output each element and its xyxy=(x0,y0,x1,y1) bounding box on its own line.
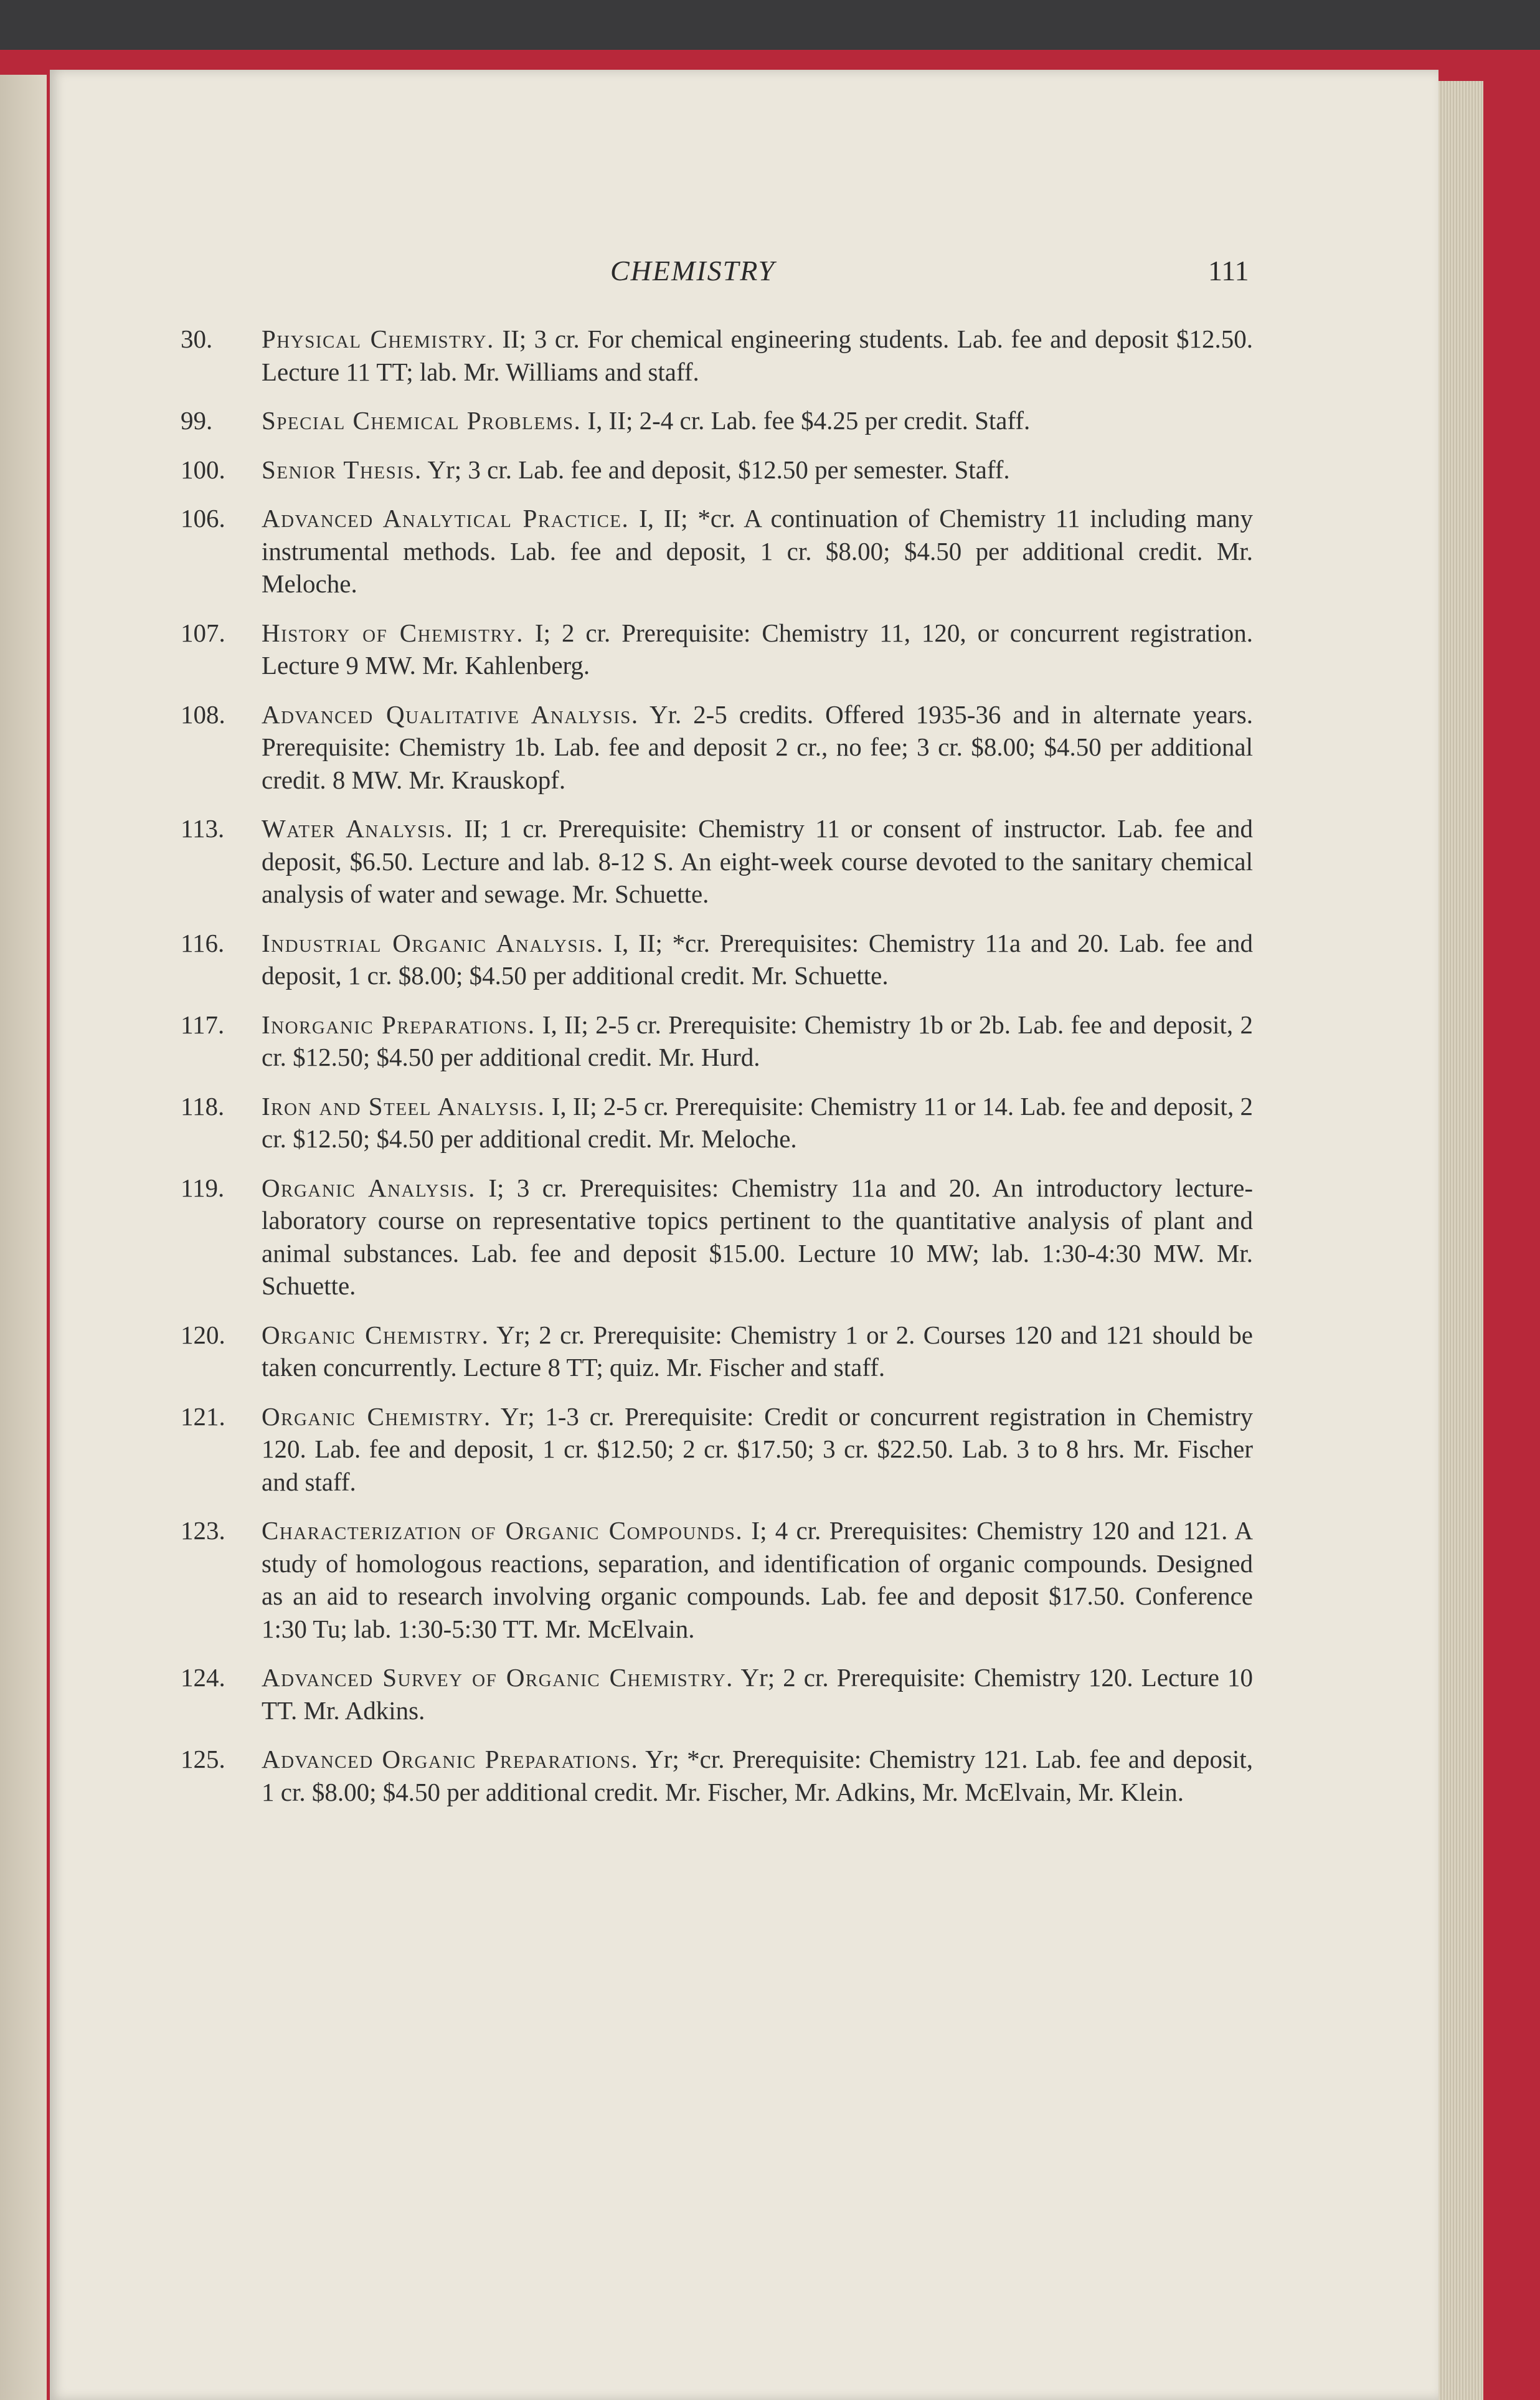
page-block-edge xyxy=(1432,81,1483,2400)
course-title: Organic Analysis. xyxy=(262,1173,476,1202)
course-description: I; 4 cr. Prerequisites: Chemistry 120 and 121. A study of homologous reactions, separation, and identification of organic compounds. Designed as an aid to research involving organic compounds. Lab. fee and deposit $17.50. Conference 1:30 Tu; lab. 1:30-5:30 TT. Mr. McElvain. xyxy=(262,1516,1253,1643)
course-entry xyxy=(181,1661,1253,1727)
course-description: II; 1 cr. Prerequisite: Chemistry 11 or consent of instructor. Lab. fee and deposit, $6.50. Lecture and lab. 8-12 S. An eight-week course devoted to the sanitary chemical analysis of water and sewage. Mr. Schuette. xyxy=(262,814,1253,908)
course-description: Yr; 1-3 cr. Prerequisite: Credit or concurrent registration in Chemistry 120. Lab. fee and deposit, 1 cr. $12.50; 2 cr. $17.50; 3 cr. $22.50. Lab. 3 to 8 hrs. Mr. Fischer and staff. xyxy=(262,1402,1253,1496)
course-title: Iron and Steel Analysis. xyxy=(262,1091,546,1121)
course-entry xyxy=(181,1743,1253,1808)
course-number: 106. xyxy=(181,504,225,533)
course-entry xyxy=(181,502,1253,600)
course-entry xyxy=(181,698,1253,797)
course-description: Yr; 2 cr. Prerequisite: Chemistry 120. Lecture 10 TT. Mr. Adkins. xyxy=(262,1663,1253,1725)
course-number: 124. xyxy=(181,1663,225,1692)
course-title: Special Chemical Problems. xyxy=(262,406,582,435)
course-number: 118. xyxy=(181,1091,225,1121)
course-entry xyxy=(181,404,1253,437)
course-number: 99. xyxy=(181,406,213,435)
course-description: II; 3 cr. For chemical engineering students. Lab. fee and deposit $12.50. Lecture 11 TT; lab. Mr. Williams and staff. xyxy=(262,325,1253,386)
course-entry xyxy=(181,1008,1253,1074)
course-description: I; 3 cr. Prerequisites: Chemistry 11a and 20. An introductory lecture-laboratory course on representative topics pertinent to the quantitative analysis of plant and animal substances. Lab. fee and deposit $15.00. Lecture 10 MW; lab. 1:30-4:30 MW. Mr. Schuette. xyxy=(262,1173,1254,1300)
course-title: Advanced Qualitative Analysis. xyxy=(262,700,639,729)
course-entry xyxy=(181,617,1253,682)
course-description: I, II; 2-5 cr. Prerequisite: Chemistry 1b or 2b. Lab. fee and deposit, 2 cr. $12.50; $4.50 per additional credit. Mr. Hurd. xyxy=(262,1010,1253,1071)
course-title: Industrial Organic Analysis. xyxy=(262,928,604,957)
course-entry xyxy=(181,453,1253,486)
page-number: 111 xyxy=(1208,255,1249,287)
course-number: 125. xyxy=(181,1745,225,1773)
course-description: I; 2 cr. Prerequisite: Chemistry 11, 120, or concurrent registration. Lecture 9 MW. Mr. Kahlenberg. xyxy=(262,618,1253,680)
course-title: Water Analysis. xyxy=(262,814,454,843)
course-number: 108. xyxy=(181,700,225,729)
course-entry xyxy=(181,927,1253,992)
course-description: I, II; 2-5 cr. Prerequisite: Chemistry 11 or 14. Lab. fee and deposit, 2 cr. $12.50; $4.50 per additional credit. Mr. Meloche. xyxy=(262,1091,1253,1153)
course-entry xyxy=(181,1319,1253,1384)
course-entry xyxy=(181,1172,1253,1302)
course-title: Senior Thesis. xyxy=(262,455,422,484)
course-title: Organic Chemistry. xyxy=(262,1402,491,1431)
course-title: Physical Chemistry. xyxy=(262,325,494,353)
facing-page-edge xyxy=(0,75,47,2400)
course-description: I, II; *cr. Prerequisites: Chemistry 11a and 20. Lab. fee and deposit, 1 cr. $8.00; $4.50 per additional credit. Mr. Schuette. xyxy=(262,928,1253,990)
course-number: 119. xyxy=(181,1173,225,1202)
course-title: Inorganic Preparations. xyxy=(262,1010,536,1039)
course-description: I, II; 2-4 cr. Lab. fee $4.25 per credit. Staff. xyxy=(581,406,1031,435)
course-number: 123. xyxy=(181,1516,225,1545)
course-description: Yr; 3 cr. Lab. fee and deposit, $12.50 per semester. Staff. xyxy=(422,455,1010,484)
course-entry xyxy=(181,1514,1253,1645)
course-number: 117. xyxy=(181,1010,225,1039)
course-number: 121. xyxy=(181,1402,225,1431)
course-title: Advanced Survey of Organic Chemistry. xyxy=(262,1663,734,1692)
course-entry xyxy=(181,812,1253,911)
course-title: Advanced Organic Preparations. xyxy=(262,1745,639,1773)
course-number: 30. xyxy=(181,325,213,353)
course-number: 116. xyxy=(181,928,225,957)
course-description: Yr. 2-5 credits. Offered 1935-36 and in alternate years. Prerequisite: Chemistry 1b. Lab. fee and deposit 2 cr., no fee; 3 cr. $8.00; $4.50 per additional credit. 8 MW. Mr. Krauskopf. xyxy=(262,700,1253,794)
course-title: Characterization of Organic Compounds. xyxy=(262,1516,744,1545)
course-list xyxy=(181,323,1253,1824)
course-description: Yr; *cr. Prerequisite: Chemistry 121. Lab. fee and deposit, 1 cr. $8.00; $4.50 per additional credit. Mr. Fischer, Mr. Adkins, Mr. McElvain, Mr. Klein. xyxy=(262,1745,1253,1806)
course-number: 107. xyxy=(181,618,225,647)
course-title: Organic Chemistry. xyxy=(262,1320,489,1349)
course-entry xyxy=(181,1090,1253,1155)
course-title: History of Chemistry. xyxy=(262,618,524,647)
page-header xyxy=(0,254,1540,292)
course-number: 100. xyxy=(181,455,225,484)
course-description: I, II; *cr. A continuation of Chemistry 11 including many instrumental methods. Lab. fee and deposit, 1 cr. $8.00; $4.50 per additional credit. Mr. Meloche. xyxy=(262,504,1253,598)
running-title: CHEMISTRY xyxy=(610,255,776,287)
course-number: 113. xyxy=(181,814,225,843)
course-description: Yr; 2 cr. Prerequisite: Chemistry 1 or 2. Courses 120 and 121 should be taken concurrently. Lecture 8 TT; quiz. Mr. Fischer and staff. xyxy=(262,1320,1253,1382)
course-title: Advanced Analytical Practice. xyxy=(262,504,630,533)
course-entry xyxy=(181,1400,1253,1499)
course-number: 120. xyxy=(181,1320,225,1349)
course-entry xyxy=(181,323,1253,388)
